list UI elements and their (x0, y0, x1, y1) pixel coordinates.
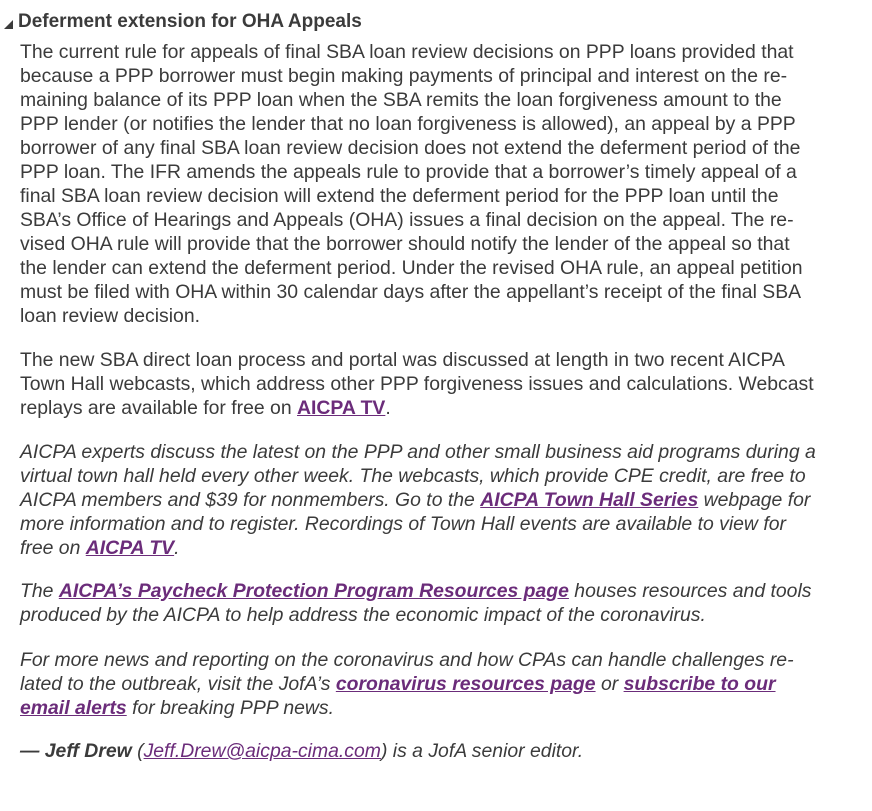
text-segment: . (385, 397, 391, 419)
text-line: SBA’s Office of Hearings and Appeals (OHA) issues a final decision on the appeal. The re- (20, 209, 794, 231)
section-heading-row[interactable] (4, 10, 362, 34)
text-segment: AICPA members and $39 for nonmembers. Go to the (20, 489, 481, 511)
text-line: The current rule for appeals of final SBA loan review decisions on PPP loans provided that (20, 41, 794, 63)
text-line: vised OHA rule will provide that the borrower should notify the lender of the appeal so that (20, 233, 790, 255)
text-line (20, 396, 814, 420)
paragraph-webcasts (20, 348, 814, 420)
text-line (20, 739, 583, 763)
collapse-triangle-icon[interactable] (4, 20, 13, 29)
byline (20, 739, 583, 763)
text-line: because a PPP borrower must begin making payments of principal and interest on the re- (20, 65, 788, 87)
text-line (20, 579, 811, 603)
text-line: virtual town hall held every other week. The webcasts, which provide CPE credit, are free to (20, 465, 806, 487)
paragraph-oha-rule (20, 40, 803, 328)
section-heading: Deferment extension for OHA Appeals (18, 11, 362, 32)
text-segment: or (595, 673, 624, 695)
text-line: more information and to register. Recordings of Town Hall events are available to view for (20, 513, 786, 535)
text-segment: free on (20, 537, 86, 559)
text-line (20, 536, 816, 560)
subscribe-email-alerts-link[interactable]: email alerts (20, 697, 127, 719)
text-line: AICPA experts discuss the latest on the PPP and other small business aid programs during a (20, 441, 816, 463)
text-segment: The (20, 580, 59, 602)
text-line: the lender can extend the deferment period. Under the revised OHA rule, an appeal petition (20, 257, 803, 279)
text-line: final SBA loan review decision will extend the deferment period for the PPP loan until the (20, 185, 779, 207)
text-segment: lated to the outbreak, visit the JofA’s (20, 673, 336, 695)
text-line: must be filed with OHA within 30 calendar days after the appellant’s receipt of the final SBA (20, 281, 802, 303)
paragraph-town-hall (20, 440, 816, 560)
text-line: produced by the AICPA to help address the economic impact of the coronavirus. (20, 604, 706, 626)
text-segment: replays are available for free on (20, 397, 298, 419)
coronavirus-resources-page-link[interactable]: coronavirus resources page (335, 673, 596, 695)
subscribe-email-alerts-link[interactable]: subscribe to our (623, 673, 776, 695)
author-name: — Jeff Drew (20, 740, 132, 762)
text-segment: ( (131, 740, 144, 762)
text-line: borrower of any final SBA loan review decision does not extend the deferment period of the (20, 137, 801, 159)
text-segment: houses resources and tools (568, 580, 812, 602)
text-line: The new SBA direct loan process and portal was discussed at length in two recent AICPA (20, 349, 785, 371)
ppp-resources-page-link[interactable]: AICPA’s Paycheck Protection Program Resources page (58, 580, 569, 602)
author-email-link[interactable]: Jeff.Drew@aicpa-cima.com (143, 740, 381, 762)
text-line: For more news and reporting on the coronavirus and how CPAs can handle challenges re- (20, 649, 794, 671)
paragraph-more-news (20, 648, 794, 720)
text-line: maining balance of its PPP loan when the SBA remits the loan forgiveness amount to the (20, 89, 782, 111)
text-line: Town Hall webcasts, which address other PPP forgiveness issues and calculations. Webcast (20, 373, 814, 395)
aicpa-tv-link[interactable]: AICPA TV (297, 397, 386, 419)
text-line: PPP lender (or notifies the lender that no loan forgiveness is allowed), an appeal by a PPP (20, 113, 796, 135)
text-segment: for breaking PPP news. (126, 697, 335, 719)
text-segment: . (174, 537, 180, 559)
text-line (20, 696, 794, 720)
text-segment: webpage for (698, 489, 811, 511)
aicpa-town-hall-series-link[interactable]: AICPA Town Hall Series (480, 489, 699, 511)
text-line: PPP loan. The IFR amends the appeals rule to provide that a borrower’s timely appeal of a (20, 161, 797, 183)
text-line: loan review decision. (20, 305, 200, 327)
text-line (20, 672, 794, 696)
aicpa-tv-link[interactable]: AICPA TV (85, 537, 175, 559)
text-segment: ) is a JofA senior editor. (380, 740, 584, 762)
paragraph-ppp-resources (20, 579, 811, 627)
text-line (20, 488, 816, 512)
